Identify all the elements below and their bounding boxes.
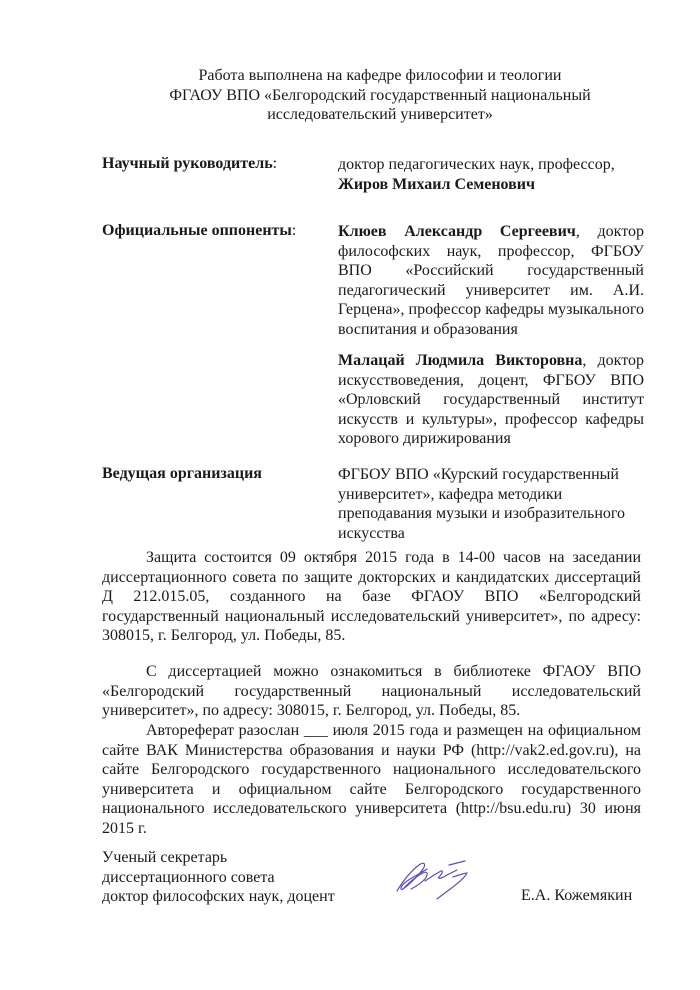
secretary-block (102, 848, 335, 907)
abstract-paragraph (102, 721, 641, 838)
leading-org-label: Ведущая организация (102, 465, 262, 482)
opponent-1-details: , доктор философских наук, профессор, ФГБОУ ВПО «Российский государственный педагогический университет им. А.И. Герцена», профессор кафедры музыкального воспитания и образования (338, 223, 644, 338)
secretary-name: Е.А. Кожемякин (521, 887, 633, 904)
library-paragraph (102, 662, 641, 721)
defense-paragraph (102, 548, 641, 646)
supervisor-degree: доктор педагогических наук, профессор, (338, 156, 615, 173)
defense-text: Защита состоится 09 октября 2015 года в 14-00 часов на заседании диссертационного совета по защите докторских и кандидатских диссертаций Д 212.015.05, созданного на базе ФГАОУ ВПО «Белгородский государственный национальный исследовательский университет», по адресу: 308015, г. Белгород, ул. Победы, 85. (102, 549, 641, 644)
opponent-1 (338, 222, 644, 339)
abstract-text: Автореферат разослан ___ июля 2015 года и размещен на официальном сайте ВАК Министерства образования и науки РФ (http://vak2.ed.gov.ru), на сайте Белгородского государственного национального исследовательского университета и официальном сайте Белгородского государственного национального исследовательского университета (http://bsu.edu.ru) 30 июня 2015 г. (102, 722, 641, 837)
leading-org-line: университет», кафедра методики (338, 485, 563, 503)
opponents-label: Официальные оппоненты: (102, 222, 297, 239)
opponent-1-name: Клюев Александр Сергеевич (338, 223, 576, 240)
library-text: С диссертацией можно ознакомиться в библиотеке ФГАОУ ВПО «Белгородский государственный национальный исследовательский университет», по адресу: 308015, г. Белгород, ул. Победы, 85. (102, 663, 641, 719)
supervisor-name: Жиров Михаил Семенович (338, 175, 536, 193)
header-line-1: Работа выполнена на кафедре философии и теологии (198, 67, 562, 84)
secretary-degree: доктор философских наук, доцент (102, 888, 335, 905)
leading-org-line: ФГБОУ ВПО «Курский государственный (338, 466, 619, 483)
opponent-2-name: Малацай Людмила Викторовна (338, 352, 583, 369)
supervisor-label: Научный руководитель: (102, 155, 278, 172)
header-line-2: ФГАОУ ВПО «Белгородский государственный национальный (169, 86, 591, 104)
leading-org-line: искусства (338, 524, 405, 542)
secretary-council: диссертационного совета (102, 868, 275, 886)
leading-org-value (338, 465, 668, 543)
secretary-title: Ученый секретарь (102, 849, 228, 866)
handwritten-signature (393, 853, 483, 905)
supervisor-value (338, 155, 668, 194)
leading-org-line: преподавания музыки и изобразительного (338, 505, 626, 522)
header-line-3: исследовательский университет» (267, 106, 493, 123)
opponent-2-details: , доктор искусствоведения, доцент, ФГБОУ ВПО «Орловский государственный институт искусств и культуры», профессор кафедры хорового дирижирования (338, 352, 644, 447)
opponent-2 (338, 351, 644, 449)
header-block (100, 66, 660, 125)
